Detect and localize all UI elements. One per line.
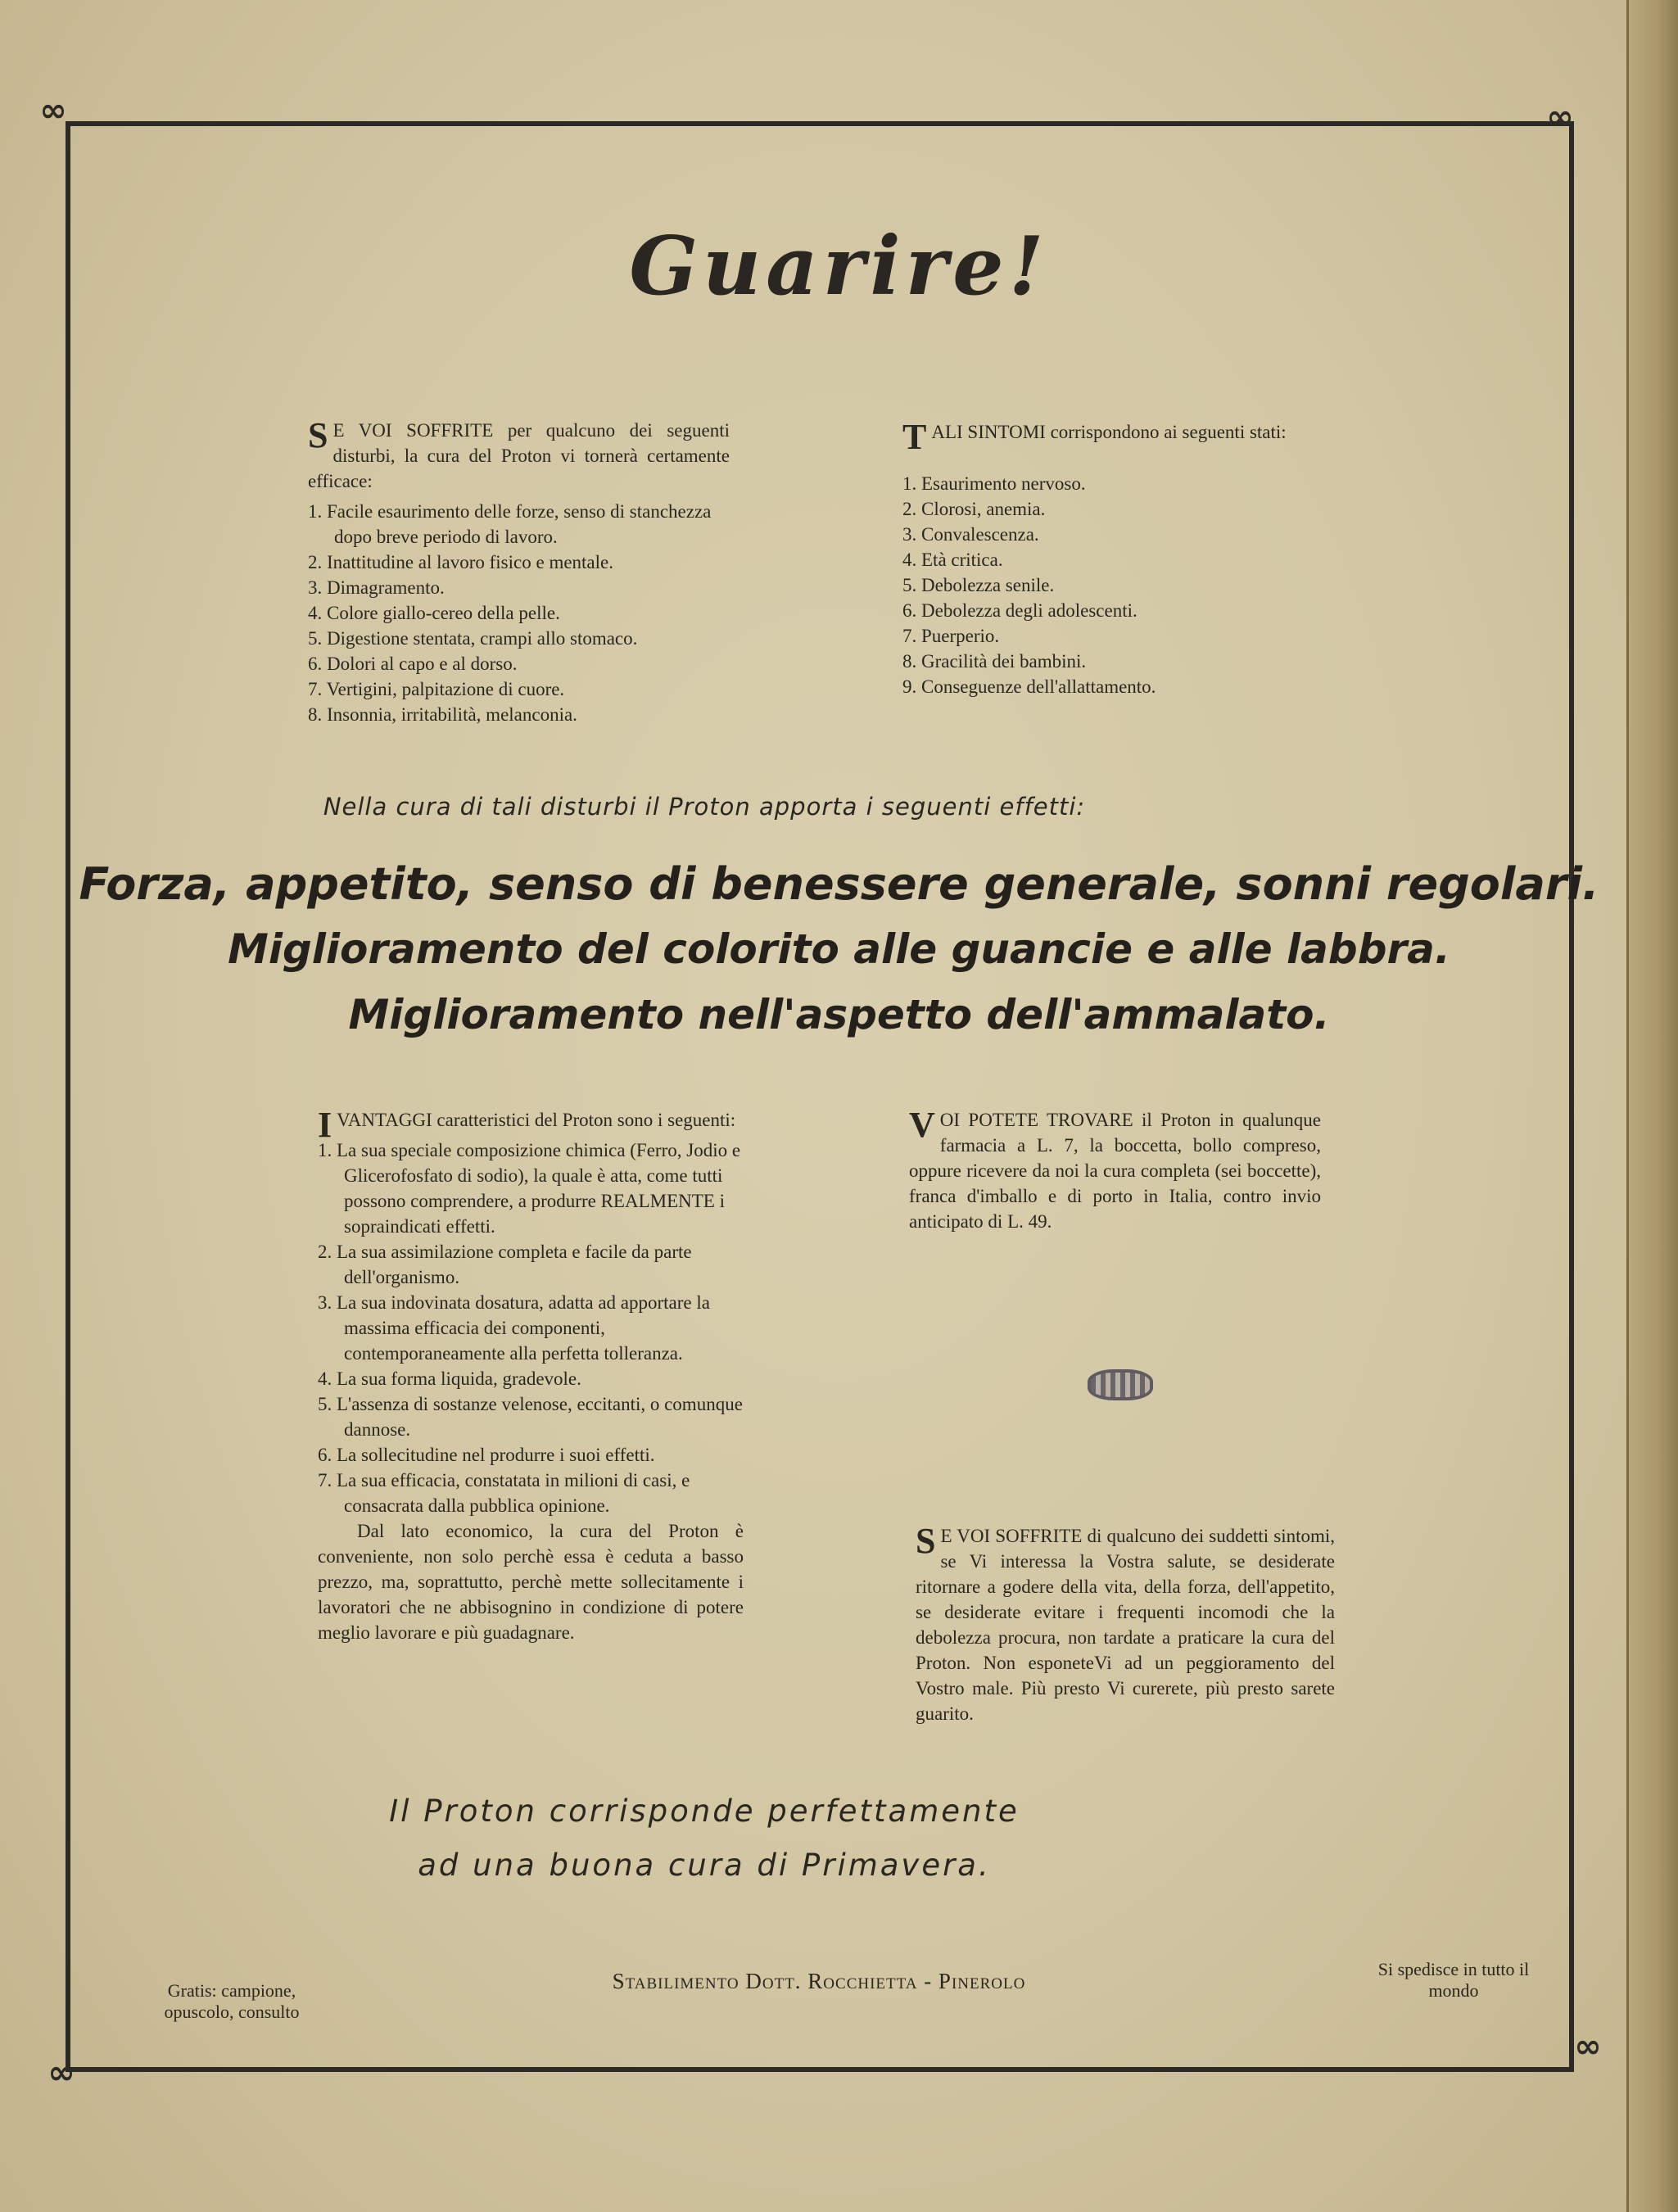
corner-ornament-icon: ∞	[39, 92, 67, 129]
footer-center: Stabilimento Dott. Rocchietta - Pinerolo	[612, 1969, 1026, 1993]
list-item: 7. Vertigini, palpitazione di cuore.	[308, 679, 565, 699]
list-item: 3. La sua indovinata dosatura, adatta ad apportare la massima efficacia dei componenti, contemporaneamente alla perfetta tolleranza.	[318, 1292, 710, 1364]
states-intro: ALI SINTOMI corrispondono ai seguenti stati:	[931, 422, 1287, 442]
list-item: 1. Facile esaurimento delle forze, senso di stanchezza dopo breve periodo di lavoro.	[308, 501, 712, 547]
page-edge	[1626, 0, 1678, 2212]
list-item: 9. Conseguenze dell'allattamento.	[902, 676, 1156, 697]
states-column	[902, 419, 1322, 699]
effect-line: Miglioramento nell'aspetto dell'ammalato.	[348, 991, 1330, 1038]
symptoms-column	[308, 415, 730, 727]
list-item: 5. Debolezza senile.	[902, 575, 1055, 595]
list-item: 6. Debolezza degli adolescenti.	[902, 600, 1138, 621]
corner-ornament-icon: ∞	[47, 2054, 75, 2092]
dropcap: V	[909, 1105, 935, 1145]
list-item: 2. Clorosi, anemia.	[902, 499, 1046, 519]
effect-line: Forza, appetito, senso di benessere generale, sonni regolari.	[79, 858, 1599, 910]
appeal-column	[916, 1523, 1335, 1726]
dropcap: I	[318, 1105, 332, 1145]
purchase-column	[909, 1107, 1321, 1234]
list-item: 2. La sua assimilazione completa e facile da parte dell'organismo.	[318, 1242, 692, 1287]
ornament-icon	[1088, 1369, 1153, 1400]
footer-left: Gratis: campione, opuscolo, consulto	[164, 1980, 300, 2022]
corner-ornament-icon: ∞	[1574, 2028, 1602, 2065]
advantages-column	[318, 1107, 744, 1645]
corner-ornament-icon: ∞	[1546, 98, 1574, 136]
list-item: 3. Dimagramento.	[308, 577, 445, 598]
list-item: 4. La sua forma liquida, gradevole.	[318, 1368, 581, 1389]
purchase-text: OI POTETE TROVARE il Proton in qualunque farmacia a L. 7, la boccetta, bollo compreso, oppure ricevere da noi la cura completa (sei boccette), franca d'imballo e di porto in Italia, contro invio anticipato di L. 49.	[909, 1110, 1321, 1232]
closing-line: ad una buona cura di Primavera.	[418, 1848, 991, 1883]
list-item: 7. La sua efficacia, constatata in milioni di casi, e consacrata dalla pubblica opinione.	[318, 1470, 690, 1516]
list-item: 5. Digestione stentata, crampi allo stomaco.	[308, 628, 638, 649]
list-item: 3. Convalescenza.	[902, 524, 1039, 545]
advertisement-border	[66, 121, 1574, 2072]
appeal-text: E VOI SOFFRITE di qualcuno dei suddetti sintomi, se Vi interessa la Vostra salute, se desiderate ritornare a godere della vita, della forza, dell'appetito, se desiderate evitare i frequenti incomodi che la debolezza procura, non tardate a praticare la cura del Proton. Non esponeteVi ad un peggioramento del Vostro male. Più presto Vi curerete, più presto sarete guarito.	[916, 1526, 1335, 1724]
list-item: 4. Età critica.	[902, 550, 1003, 570]
dropcap: T	[902, 417, 927, 457]
list-item: 1. La sua speciale composizione chimica (Ferro, Jodio e Glicerofosfato di sodio), la quale è atta, come tutti possono comprendere, a produrre REALMENTE i sopraindicati effetti.	[318, 1140, 741, 1237]
list-item: 5. L'assenza di sostanze velenose, eccitanti, o comunque dannose.	[318, 1394, 743, 1440]
closing-line: Il Proton corrisponde perfettamente	[389, 1794, 1020, 1829]
symptoms-list	[308, 499, 730, 727]
list-item: 6. Dolori al capo e al dorso.	[308, 654, 518, 674]
list-item: 7. Puerperio.	[902, 626, 1000, 646]
states-list	[902, 471, 1322, 699]
list-item: 8. Gracilità dei bambini.	[902, 651, 1087, 672]
effect-line: Miglioramento del colorito alle guancie e alle labbra.	[228, 925, 1450, 973]
list-item: 8. Insonnia, irritabilità, melanconia.	[308, 704, 577, 725]
list-item: 4. Colore giallo-cereo della pelle.	[308, 603, 560, 623]
dropcap: S	[916, 1521, 936, 1561]
list-item: 2. Inattitudine al lavoro fisico e mentale.	[308, 552, 613, 572]
dropcap: S	[308, 415, 328, 455]
symptoms-intro: E VOI SOFFRITE per qualcuno dei seguenti disturbi, la cura del Proton vi tornerà certamente efficace:	[308, 420, 730, 491]
ad-title: Guarire!	[629, 219, 1049, 314]
effects-intro: Nella cura di tali disturbi il Proton apporta i seguenti effetti:	[323, 793, 1086, 821]
economic-paragraph: Dal lato economico, la cura del Proton è conveniente, non solo perchè essa è ceduta a basso prezzo, ma, soprattutto, perchè mette sollecitamente i lavoratori che ne abbisognino in condizione di potere meglio lavorare e più guadagnare.	[318, 1521, 744, 1643]
list-item: 1. Esaurimento nervoso.	[902, 473, 1086, 494]
advantages-list	[318, 1138, 744, 1518]
advantages-intro: VANTAGGI caratteristici del Proton sono i seguenti:	[337, 1110, 736, 1130]
list-item: 6. La sollecitudine nel produrre i suoi effetti.	[318, 1445, 655, 1465]
footer-right: Si spedisce in tutto il mondo	[1377, 1959, 1530, 2001]
